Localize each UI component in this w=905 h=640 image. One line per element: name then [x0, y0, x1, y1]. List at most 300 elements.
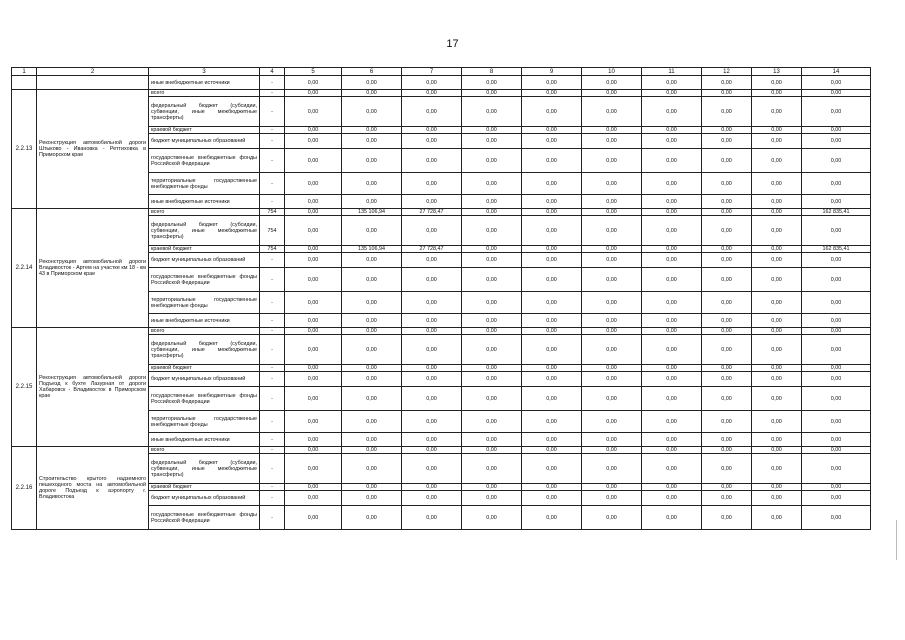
- col4-value: -: [260, 253, 285, 268]
- amount-cell: 0,00: [462, 433, 522, 447]
- amount-cell: 0,00: [702, 372, 752, 387]
- funding-source: бюджет муниципальных образований: [149, 372, 260, 387]
- amount-cell: 0,00: [752, 335, 802, 365]
- amount-cell: 0,00: [642, 328, 702, 335]
- amount-cell: 0,00: [642, 149, 702, 173]
- amount-cell: 0,00: [462, 484, 522, 491]
- amount-cell: 0,00: [802, 292, 871, 314]
- amount-cell: 0,00: [285, 314, 342, 328]
- amount-cell: 0,00: [752, 314, 802, 328]
- funding-source: краевой бюджет: [149, 484, 260, 491]
- amount-cell: 0,00: [462, 314, 522, 328]
- amount-cell: 0,00: [702, 216, 752, 246]
- amount-cell: 0,00: [342, 484, 402, 491]
- amount-cell: 0,00: [702, 447, 752, 454]
- amount-cell: 0,00: [402, 387, 462, 411]
- amount-cell: 0,00: [342, 127, 402, 134]
- amount-cell: 0,00: [752, 328, 802, 335]
- amount-cell: 0,00: [522, 268, 582, 292]
- amount-cell: 0,00: [802, 484, 871, 491]
- amount-cell: 0,00: [582, 268, 642, 292]
- amount-cell: 0,00: [462, 328, 522, 335]
- amount-cell: 0,00: [752, 216, 802, 246]
- col4-value: -: [260, 411, 285, 433]
- amount-cell: 0,00: [522, 216, 582, 246]
- amount-cell: 0,00: [402, 268, 462, 292]
- amount-cell: 0,00: [402, 253, 462, 268]
- amount-cell: 0,00: [285, 97, 342, 127]
- amount-cell: 0,00: [802, 253, 871, 268]
- amount-cell: 0,00: [642, 447, 702, 454]
- amount-cell: 0,00: [582, 173, 642, 195]
- amount-cell: 0,00: [802, 447, 871, 454]
- amount-cell: 0,00: [402, 195, 462, 209]
- amount-cell: 0,00: [285, 491, 342, 506]
- amount-cell: 0,00: [642, 484, 702, 491]
- col-header: 1: [12, 68, 37, 76]
- amount-cell: 0,00: [462, 149, 522, 173]
- funding-source: краевой бюджет: [149, 365, 260, 372]
- amount-cell: 0,00: [642, 365, 702, 372]
- amount-cell: 0,00: [802, 127, 871, 134]
- amount-cell: 0,00: [642, 90, 702, 97]
- col-header: 3: [149, 68, 260, 76]
- amount-cell: 0,00: [342, 76, 402, 90]
- amount-cell: 0,00: [802, 411, 871, 433]
- amount-cell: 0,00: [802, 491, 871, 506]
- amount-cell: 0,00: [642, 411, 702, 433]
- amount-cell: 0,00: [702, 246, 752, 253]
- amount-cell: 27 728,47: [402, 246, 462, 253]
- amount-cell: 0,00: [522, 491, 582, 506]
- col4-value: -: [260, 454, 285, 484]
- funding-source: всего: [149, 90, 260, 97]
- item-code: 2.2.13: [12, 90, 37, 209]
- amount-cell: 0,00: [752, 76, 802, 90]
- item-code: [12, 76, 37, 90]
- col-header: 2: [37, 68, 149, 76]
- col-header: 10: [582, 68, 642, 76]
- amount-cell: 0,00: [702, 292, 752, 314]
- amount-cell: 0,00: [752, 149, 802, 173]
- amount-cell: 0,00: [402, 76, 462, 90]
- col4-value: -: [260, 127, 285, 134]
- amount-cell: 0,00: [462, 253, 522, 268]
- amount-cell: 0,00: [582, 149, 642, 173]
- amount-cell: 0,00: [342, 365, 402, 372]
- amount-cell: 0,00: [342, 433, 402, 447]
- amount-cell: 0,00: [582, 411, 642, 433]
- amount-cell: 0,00: [582, 447, 642, 454]
- header-row: [12, 68, 871, 76]
- amount-cell: 0,00: [802, 90, 871, 97]
- page-number: 17: [446, 38, 459, 50]
- amount-cell: 0,00: [342, 195, 402, 209]
- table-row: [12, 76, 871, 90]
- amount-cell: 0,00: [582, 372, 642, 387]
- amount-cell: 0,00: [702, 253, 752, 268]
- col4-value: 754: [260, 246, 285, 253]
- item-name: [37, 76, 149, 90]
- amount-cell: 0,00: [582, 314, 642, 328]
- amount-cell: 0,00: [285, 149, 342, 173]
- amount-cell: 0,00: [752, 454, 802, 484]
- amount-cell: 0,00: [802, 506, 871, 530]
- amount-cell: 0,00: [802, 216, 871, 246]
- amount-cell: 0,00: [642, 97, 702, 127]
- col4-value: -: [260, 292, 285, 314]
- funding-source: федеральный бюджет (субсидии, субвенции, иные межбюджетные трансферты): [149, 454, 260, 484]
- funding-source: иные внебюджетные источники: [149, 76, 260, 90]
- amount-cell: 0,00: [522, 372, 582, 387]
- amount-cell: 0,00: [642, 76, 702, 90]
- amount-cell: 0,00: [802, 76, 871, 90]
- amount-cell: 0,00: [285, 216, 342, 246]
- amount-cell: 0,00: [462, 292, 522, 314]
- amount-cell: 0,00: [462, 387, 522, 411]
- item-code: 2.2.16: [12, 447, 37, 530]
- amount-cell: 0,00: [462, 411, 522, 433]
- amount-cell: 0,00: [802, 454, 871, 484]
- amount-cell: 0,00: [402, 506, 462, 530]
- amount-cell: 0,00: [462, 365, 522, 372]
- amount-cell: 0,00: [752, 127, 802, 134]
- amount-cell: 0,00: [752, 365, 802, 372]
- amount-cell: 0,00: [402, 134, 462, 149]
- col4-value: -: [260, 372, 285, 387]
- amount-cell: 0,00: [802, 328, 871, 335]
- col4-value: -: [260, 90, 285, 97]
- amount-cell: 0,00: [582, 387, 642, 411]
- budget-table: [11, 67, 871, 530]
- scan-edge: [896, 520, 901, 560]
- col4-value: -: [260, 149, 285, 173]
- funding-source: бюджет муниципальных образований: [149, 134, 260, 149]
- amount-cell: 0,00: [285, 387, 342, 411]
- amount-cell: 0,00: [462, 454, 522, 484]
- amount-cell: 0,00: [402, 484, 462, 491]
- col4-value: 754: [260, 216, 285, 246]
- amount-cell: 0,00: [285, 328, 342, 335]
- amount-cell: 0,00: [752, 372, 802, 387]
- table-row: [12, 90, 871, 97]
- amount-cell: 0,00: [802, 335, 871, 365]
- amount-cell: 0,00: [342, 134, 402, 149]
- amount-cell: 0,00: [582, 195, 642, 209]
- amount-cell: 0,00: [342, 292, 402, 314]
- amount-cell: 0,00: [702, 328, 752, 335]
- funding-source: всего: [149, 209, 260, 216]
- amount-cell: 0,00: [402, 149, 462, 173]
- amount-cell: 0,00: [342, 411, 402, 433]
- col-header: 8: [462, 68, 522, 76]
- amount-cell: 0,00: [702, 134, 752, 149]
- amount-cell: 0,00: [802, 433, 871, 447]
- amount-cell: 0,00: [642, 506, 702, 530]
- amount-cell: 0,00: [522, 365, 582, 372]
- amount-cell: 0,00: [582, 506, 642, 530]
- amount-cell: 0,00: [582, 292, 642, 314]
- amount-cell: 0,00: [342, 97, 402, 127]
- amount-cell: 0,00: [752, 246, 802, 253]
- amount-cell: 0,00: [402, 173, 462, 195]
- col-header: 14: [802, 68, 871, 76]
- amount-cell: 0,00: [342, 491, 402, 506]
- amount-cell: 0,00: [752, 506, 802, 530]
- amount-cell: 0,00: [285, 365, 342, 372]
- amount-cell: 0,00: [752, 97, 802, 127]
- amount-cell: 0,00: [702, 268, 752, 292]
- table-row: [12, 209, 871, 216]
- col4-value: -: [260, 335, 285, 365]
- funding-source: иные внебюджетные источники: [149, 433, 260, 447]
- amount-cell: 0,00: [462, 246, 522, 253]
- amount-cell: 0,00: [702, 454, 752, 484]
- amount-cell: 0,00: [462, 216, 522, 246]
- col-header: 12: [702, 68, 752, 76]
- amount-cell: 0,00: [702, 506, 752, 530]
- funding-source: всего: [149, 447, 260, 454]
- amount-cell: 0,00: [642, 314, 702, 328]
- funding-source: территориальные государственные внебюджетные фонды: [149, 173, 260, 195]
- amount-cell: 0,00: [462, 491, 522, 506]
- amount-cell: 0,00: [582, 491, 642, 506]
- amount-cell: 0,00: [522, 447, 582, 454]
- amount-cell: 0,00: [522, 411, 582, 433]
- item-name: Реконструкция автомобильной дороги Владивосток - Артем на участке км 18 - км 43 в Приморском крае: [37, 209, 149, 328]
- amount-cell: 0,00: [582, 209, 642, 216]
- amount-cell: 0,00: [802, 365, 871, 372]
- amount-cell: 135 106,94: [342, 246, 402, 253]
- amount-cell: 0,00: [702, 365, 752, 372]
- item-name: Реконструкция автомобильной дороги Штыково - Ивановка - Реттиховка в Приморском крае: [37, 90, 149, 209]
- amount-cell: 0,00: [582, 484, 642, 491]
- amount-cell: 0,00: [752, 134, 802, 149]
- amount-cell: 0,00: [285, 173, 342, 195]
- col-header: 6: [342, 68, 402, 76]
- amount-cell: 0,00: [402, 433, 462, 447]
- col4-value: 754: [260, 209, 285, 216]
- amount-cell: 0,00: [642, 134, 702, 149]
- amount-cell: 0,00: [582, 97, 642, 127]
- item-name: Реконструкция автомобильной дороги Подъезд к бухте Лазурная от дороги Хабаровск - Владивосток в Приморском крае: [37, 328, 149, 447]
- amount-cell: 0,00: [582, 246, 642, 253]
- amount-cell: 0,00: [522, 127, 582, 134]
- amount-cell: 0,00: [285, 134, 342, 149]
- amount-cell: 0,00: [402, 372, 462, 387]
- amount-cell: 0,00: [285, 335, 342, 365]
- amount-cell: 0,00: [582, 76, 642, 90]
- amount-cell: 0,00: [342, 216, 402, 246]
- col4-value: -: [260, 97, 285, 127]
- amount-cell: 0,00: [522, 149, 582, 173]
- item-code: 2.2.14: [12, 209, 37, 328]
- amount-cell: 0,00: [702, 149, 752, 173]
- amount-cell: 0,00: [582, 335, 642, 365]
- amount-cell: 0,00: [462, 372, 522, 387]
- amount-cell: 162 835,41: [802, 246, 871, 253]
- amount-cell: 0,00: [642, 292, 702, 314]
- table-body: [12, 76, 871, 530]
- amount-cell: 0,00: [342, 149, 402, 173]
- amount-cell: 0,00: [642, 268, 702, 292]
- amount-cell: 0,00: [342, 253, 402, 268]
- funding-source: территориальные государственные внебюджетные фонды: [149, 411, 260, 433]
- amount-cell: 0,00: [802, 268, 871, 292]
- col4-value: -: [260, 484, 285, 491]
- amount-cell: 0,00: [402, 491, 462, 506]
- amount-cell: 0,00: [752, 90, 802, 97]
- amount-cell: 0,00: [582, 216, 642, 246]
- amount-cell: 0,00: [702, 433, 752, 447]
- col4-value: -: [260, 173, 285, 195]
- amount-cell: 0,00: [522, 134, 582, 149]
- amount-cell: 0,00: [342, 372, 402, 387]
- amount-cell: 0,00: [402, 90, 462, 97]
- funding-source: иные внебюджетные источники: [149, 314, 260, 328]
- col4-value: -: [260, 134, 285, 149]
- amount-cell: 0,00: [752, 447, 802, 454]
- amount-cell: 0,00: [285, 447, 342, 454]
- amount-cell: 0,00: [285, 209, 342, 216]
- amount-cell: 0,00: [342, 454, 402, 484]
- amount-cell: 0,00: [462, 173, 522, 195]
- item-name: Строительство крытого надземного пешеходного моста на автомобильной дороге Подъезд к аэропорту г. Владивостока: [37, 447, 149, 530]
- col4-value: -: [260, 447, 285, 454]
- amount-cell: 0,00: [802, 387, 871, 411]
- amount-cell: 0,00: [802, 134, 871, 149]
- amount-cell: 0,00: [582, 253, 642, 268]
- amount-cell: 0,00: [285, 127, 342, 134]
- amount-cell: 0,00: [402, 127, 462, 134]
- amount-cell: 0,00: [702, 127, 752, 134]
- amount-cell: 0,00: [802, 372, 871, 387]
- amount-cell: 0,00: [402, 411, 462, 433]
- col4-value: -: [260, 268, 285, 292]
- amount-cell: 0,00: [342, 173, 402, 195]
- amount-cell: 0,00: [522, 90, 582, 97]
- amount-cell: 0,00: [752, 173, 802, 195]
- funding-source: федеральный бюджет (субсидии, субвенции, иные межбюджетные трансферты): [149, 216, 260, 246]
- amount-cell: 0,00: [285, 292, 342, 314]
- amount-cell: 0,00: [642, 387, 702, 411]
- funding-source: государственные внебюджетные фонды Российской Федерации: [149, 387, 260, 411]
- amount-cell: 0,00: [402, 314, 462, 328]
- amount-cell: 0,00: [522, 454, 582, 484]
- amount-cell: 0,00: [285, 195, 342, 209]
- amount-cell: 0,00: [462, 506, 522, 530]
- item-code: 2.2.15: [12, 328, 37, 447]
- amount-cell: 0,00: [582, 134, 642, 149]
- amount-cell: 0,00: [462, 97, 522, 127]
- amount-cell: 0,00: [802, 173, 871, 195]
- funding-source: всего: [149, 328, 260, 335]
- amount-cell: 0,00: [342, 314, 402, 328]
- amount-cell: 0,00: [752, 209, 802, 216]
- amount-cell: 0,00: [402, 365, 462, 372]
- amount-cell: 0,00: [522, 335, 582, 365]
- col-header: 9: [522, 68, 582, 76]
- funding-source: бюджет муниципальных образований: [149, 253, 260, 268]
- funding-source: территориальные государственные внебюджетные фонды: [149, 292, 260, 314]
- amount-cell: 0,00: [642, 246, 702, 253]
- amount-cell: 0,00: [642, 491, 702, 506]
- funding-source: федеральный бюджет (субсидии, субвенции, иные межбюджетные трансферты): [149, 335, 260, 365]
- col4-value: -: [260, 365, 285, 372]
- amount-cell: 0,00: [752, 433, 802, 447]
- amount-cell: 0,00: [752, 484, 802, 491]
- amount-cell: 0,00: [462, 195, 522, 209]
- amount-cell: 27 728,47: [402, 209, 462, 216]
- amount-cell: 0,00: [342, 268, 402, 292]
- amount-cell: 0,00: [285, 253, 342, 268]
- amount-cell: 0,00: [752, 411, 802, 433]
- amount-cell: 0,00: [522, 209, 582, 216]
- amount-cell: 0,00: [642, 173, 702, 195]
- amount-cell: 0,00: [285, 76, 342, 90]
- amount-cell: 0,00: [402, 454, 462, 484]
- amount-cell: 0,00: [462, 447, 522, 454]
- amount-cell: 0,00: [702, 314, 752, 328]
- amount-cell: 0,00: [342, 447, 402, 454]
- amount-cell: 0,00: [285, 372, 342, 387]
- amount-cell: 0,00: [402, 447, 462, 454]
- amount-cell: 0,00: [702, 97, 752, 127]
- amount-cell: 0,00: [285, 411, 342, 433]
- amount-cell: 0,00: [462, 76, 522, 90]
- amount-cell: 0,00: [285, 90, 342, 97]
- amount-cell: 0,00: [702, 195, 752, 209]
- amount-cell: 0,00: [752, 387, 802, 411]
- col4-value: -: [260, 328, 285, 335]
- funding-source: краевой бюджет: [149, 246, 260, 253]
- funding-source: бюджет муниципальных образований: [149, 491, 260, 506]
- amount-cell: 0,00: [752, 491, 802, 506]
- col-header: 11: [642, 68, 702, 76]
- amount-cell: 0,00: [642, 195, 702, 209]
- amount-cell: 0,00: [752, 253, 802, 268]
- amount-cell: 0,00: [582, 328, 642, 335]
- col-header: 7: [402, 68, 462, 76]
- funding-source: федеральный бюджет (субсидии, субвенции, иные межбюджетные трансферты): [149, 97, 260, 127]
- amount-cell: 0,00: [522, 292, 582, 314]
- amount-cell: 0,00: [522, 76, 582, 90]
- amount-cell: 0,00: [582, 90, 642, 97]
- col4-value: -: [260, 76, 285, 90]
- amount-cell: 0,00: [285, 246, 342, 253]
- amount-cell: 0,00: [402, 328, 462, 335]
- amount-cell: 0,00: [285, 484, 342, 491]
- amount-cell: 0,00: [702, 76, 752, 90]
- amount-cell: 0,00: [642, 454, 702, 484]
- amount-cell: 0,00: [462, 90, 522, 97]
- amount-cell: 0,00: [702, 335, 752, 365]
- amount-cell: 0,00: [702, 491, 752, 506]
- amount-cell: 0,00: [462, 335, 522, 365]
- amount-cell: 0,00: [702, 411, 752, 433]
- amount-cell: 0,00: [802, 149, 871, 173]
- amount-cell: 0,00: [702, 90, 752, 97]
- col4-value: -: [260, 506, 285, 530]
- amount-cell: 0,00: [462, 127, 522, 134]
- amount-cell: 0,00: [702, 209, 752, 216]
- funding-source: иные внебюджетные источники: [149, 195, 260, 209]
- col-header: 13: [752, 68, 802, 76]
- amount-cell: 0,00: [342, 90, 402, 97]
- amount-cell: 0,00: [752, 268, 802, 292]
- amount-cell: 0,00: [802, 314, 871, 328]
- col4-value: -: [260, 195, 285, 209]
